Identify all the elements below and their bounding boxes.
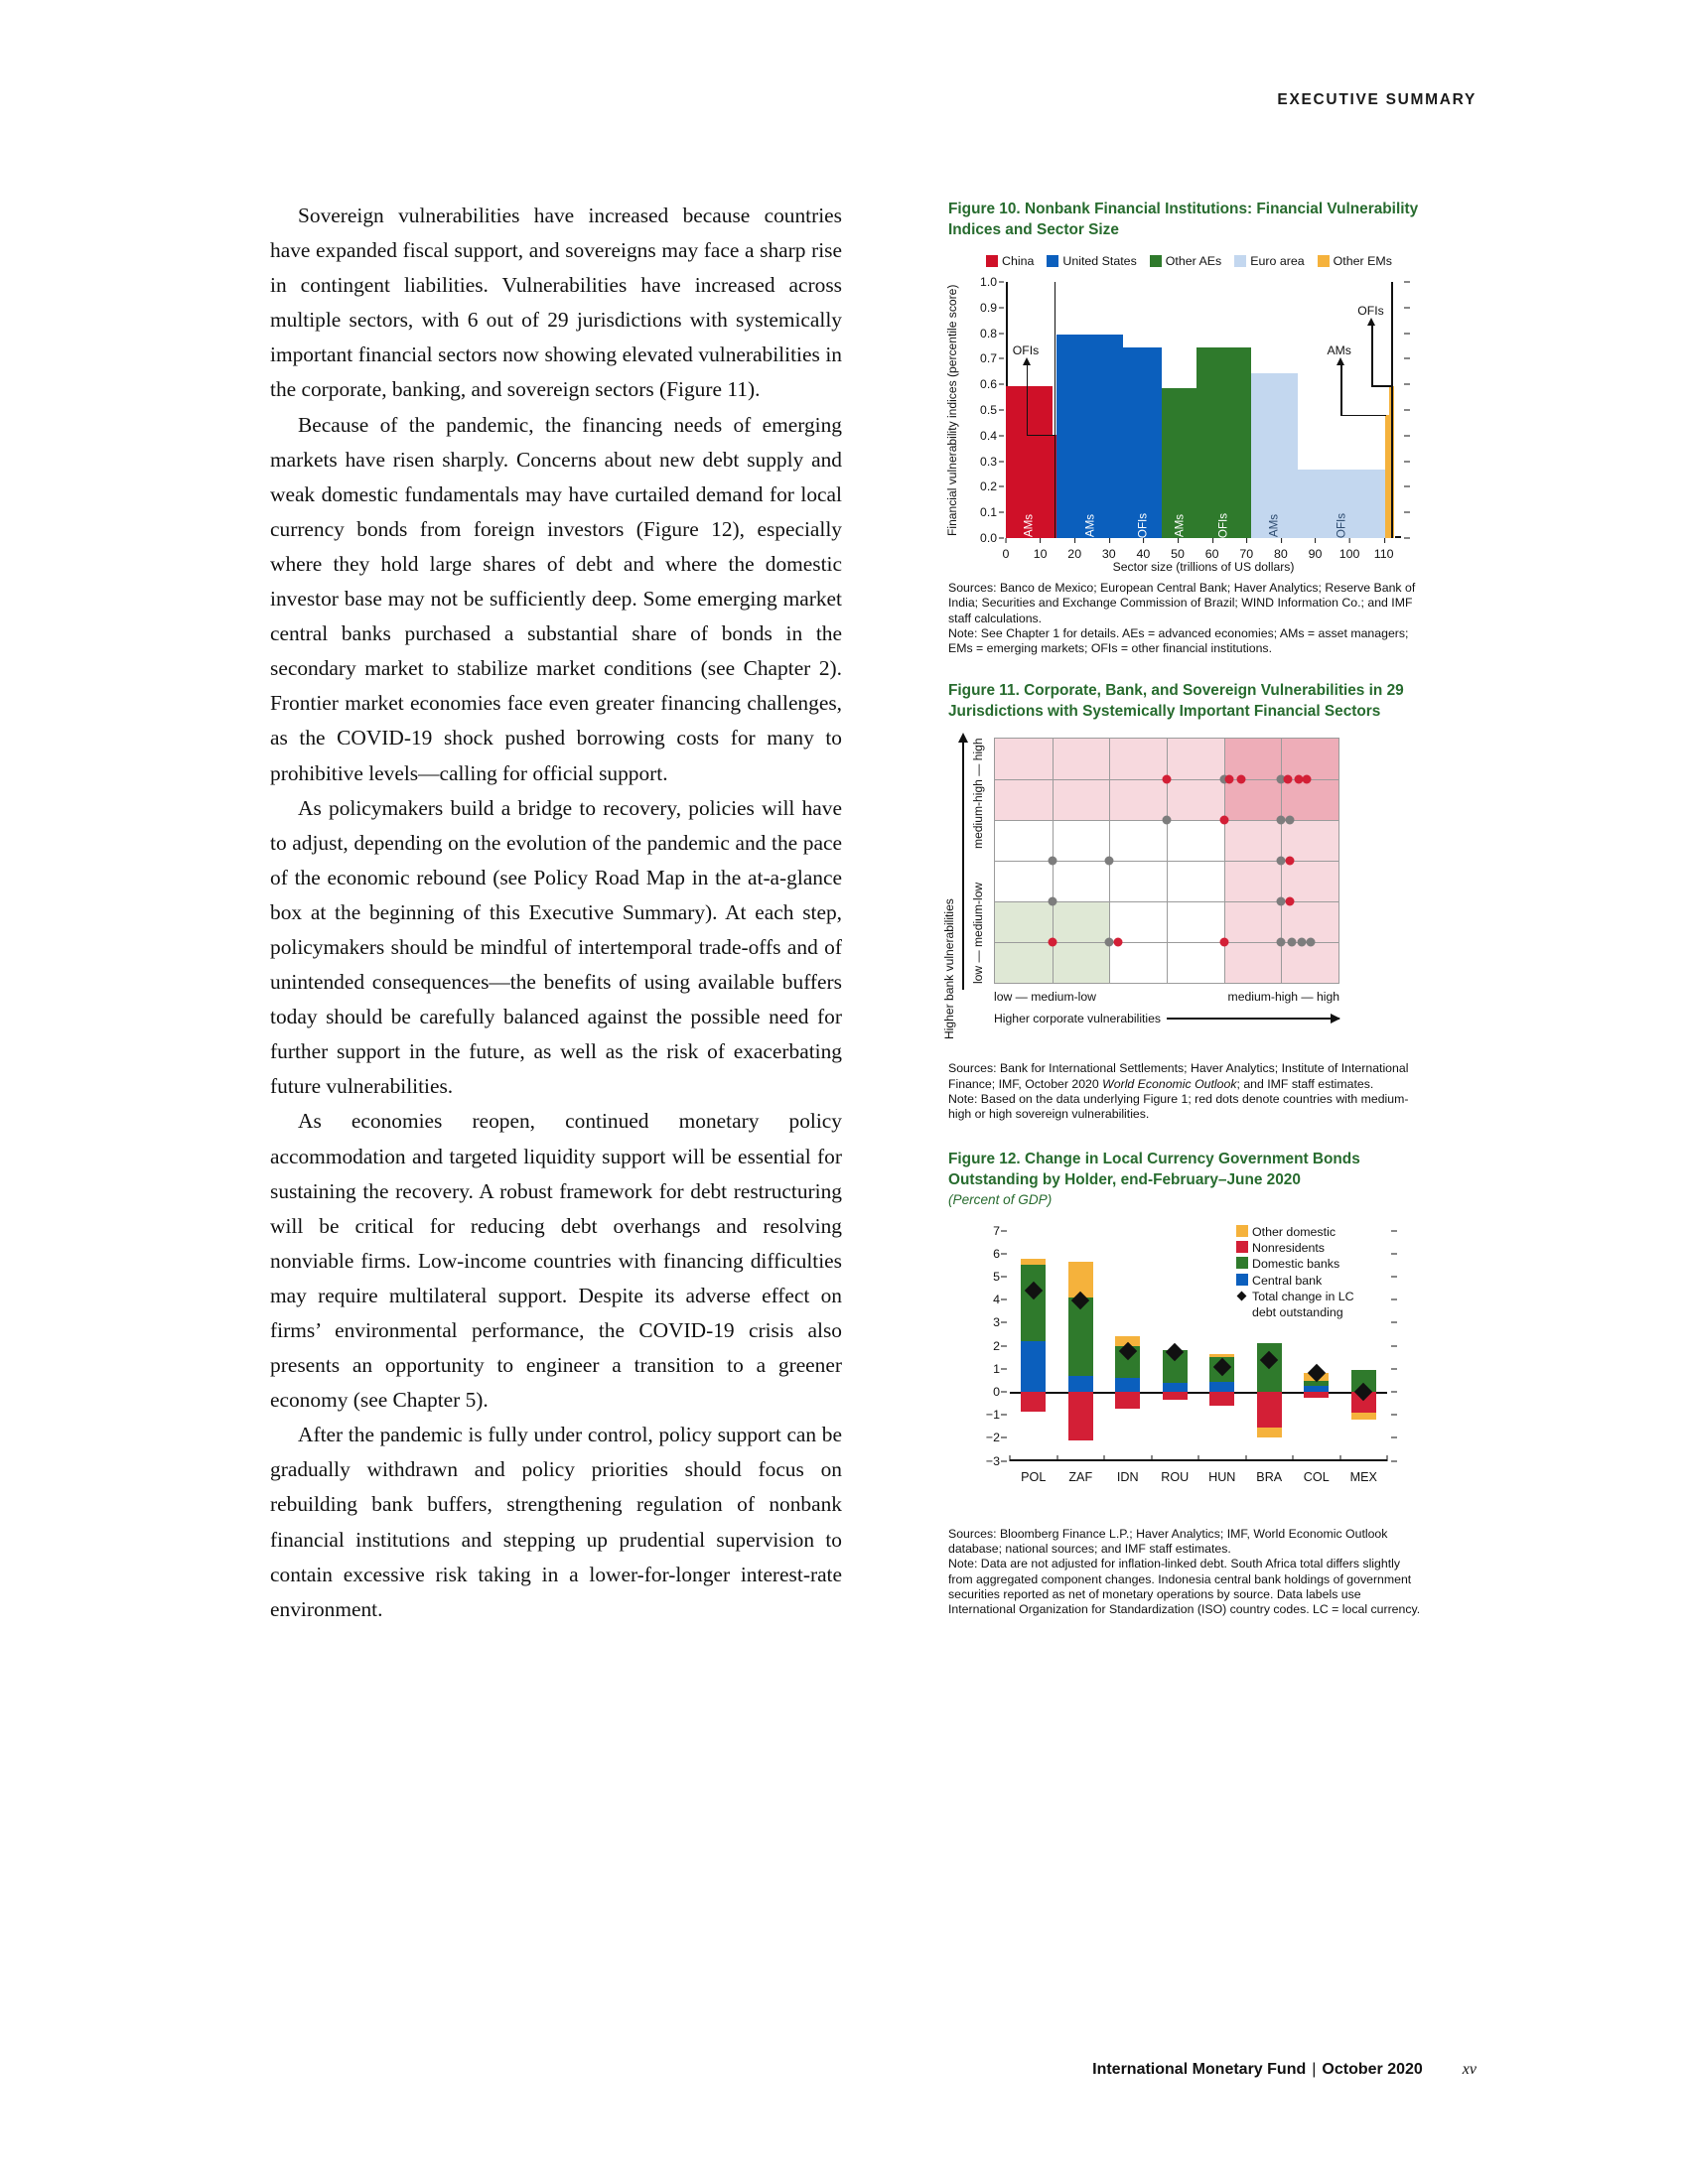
figure-10-bar xyxy=(1123,347,1163,538)
figure-12-y-tick: −2 xyxy=(986,1431,1010,1444)
arrow-right-icon xyxy=(1167,1018,1339,1020)
figure-10 xyxy=(945,199,1425,656)
figure-10-title: Figure 10. Nonbank Financial Institutions: Financial Vulnerability Indices and Sector Size xyxy=(948,201,1419,238)
figure-12-bar-segment xyxy=(1068,1392,1093,1440)
figure-11-dot-red xyxy=(1163,775,1172,784)
figure-11-dot-gray xyxy=(1277,897,1286,906)
figure-12-bar-segment xyxy=(1163,1383,1188,1392)
figure-12-legend-label: Total change in LC debt outstanding xyxy=(1252,1290,1354,1319)
figure-12-y-tick-right xyxy=(1391,1437,1397,1438)
figure-10-x-tick: 0 xyxy=(1003,538,1010,561)
figure-10-y-tick: 0.2 xyxy=(980,479,1006,493)
page-footer xyxy=(0,2061,1688,2079)
figure-10-legend-item xyxy=(1150,254,1221,268)
figure-11-x-axis-arrow-row xyxy=(994,1012,1339,1025)
figure-10-y-tick-right xyxy=(1404,461,1410,462)
figure-12-note: Note: Data are not adjusted for inflation-linked debt. South Africa total differs slightly from aggregated component changes. Indonesia central bank holdings of government securities reported as net of monetary operations by source. Data labels use International Organization for Standardization (ISO) country codes. LC = local currency. xyxy=(948,1557,1421,1617)
figure-10-legend-label: Other EMs xyxy=(1333,254,1392,268)
figure-11-dot-red xyxy=(1285,897,1294,906)
figure-12-y-tick-right xyxy=(1391,1253,1397,1254)
figure-10-annotation-line xyxy=(1371,385,1391,386)
figure-10-bar-label: OFIs xyxy=(1136,512,1150,539)
figure-10-bar-label: OFIs xyxy=(1216,512,1230,539)
figure-10-x-tick: 20 xyxy=(1067,538,1081,561)
figure-12-x-label: COL xyxy=(1303,1469,1330,1484)
figure-12-x-label: BRA xyxy=(1256,1469,1283,1484)
figure-10-y-tick: 0.9 xyxy=(980,301,1006,315)
figure-12-zero-line xyxy=(1010,1392,1387,1394)
figure-10-y-tick: 0.3 xyxy=(980,455,1006,469)
body-paragraph: As policymakers build a bridge to recovery, policies will have to adjust, depending on the evolution of the pandemic and the pace of the economic rebound (see Policy Road Map in the at-a-glance box at the beginning of this Executive Summary). At each step, policymakers should be mindful of intertemporal trade-offs and of unintended consequences—the benefits of using available buffers today should be carefully balanced against the possible need for further support in the future, as well as the risk of exacerbating future vulnerabilities. xyxy=(270,795,842,1099)
figure-10-legend-label: China xyxy=(1002,254,1035,268)
figure-10-x-axis-label: Sector size (trillions of US dollars) xyxy=(1112,560,1295,574)
figure-10-x-tick: 30 xyxy=(1102,538,1116,561)
figure-12-chart xyxy=(948,1219,1425,1507)
legend-swatch-icon xyxy=(1047,255,1058,267)
figure-12-legend-label: Nonresidents xyxy=(1252,1241,1326,1256)
figure-10-y-tick-right xyxy=(1404,282,1410,283)
figure-12-y-tick-right xyxy=(1391,1345,1397,1346)
figure-10-y-tick: 0.6 xyxy=(980,377,1006,391)
figure-12-y-tick: −1 xyxy=(986,1408,1010,1422)
figure-12-x-tick xyxy=(1245,1455,1246,1461)
figure-10-chart xyxy=(945,274,1425,574)
footer-date: October 2020 xyxy=(1322,2061,1423,2078)
figure-10-legend-item xyxy=(1318,254,1392,268)
figure-10-bar-label: AMs xyxy=(1173,513,1187,538)
figure-10-annotation-line xyxy=(1027,435,1055,436)
figure-10-x-tick: 40 xyxy=(1137,538,1151,561)
figure-10-annotation-line xyxy=(1371,324,1372,385)
figure-12-title: Figure 12. Change in Local Currency Government Bonds Outstanding by Holder, end-February–June 2020 xyxy=(948,1150,1360,1188)
figure-12-x-tick xyxy=(1010,1455,1011,1461)
figure-12-x-tick xyxy=(1056,1455,1057,1461)
figure-10-y-tick: 0.1 xyxy=(980,505,1006,519)
figure-11-y-axis-arrow xyxy=(962,742,964,990)
figure-10-note: Note: See Chapter 1 for details. AEs = advanced economies; AMs = asset managers; EMs = emerging markets; OFIs = other financial institutions. xyxy=(948,625,1409,656)
figure-10-legend-item xyxy=(1234,254,1304,268)
figure-12 xyxy=(948,1149,1425,1618)
figure-12-x-tick xyxy=(1198,1455,1199,1461)
figure-10-annotation-arrow-icon xyxy=(1023,357,1031,365)
figure-12-bar-segment xyxy=(1304,1392,1329,1398)
figure-10-annotation-line xyxy=(1027,363,1028,435)
body-text-column xyxy=(270,199,842,1627)
figure-10-x-tick: 100 xyxy=(1339,538,1360,561)
figure-10-bar xyxy=(1162,388,1197,538)
figure-10-bar xyxy=(1056,335,1124,538)
figure-column xyxy=(942,199,1425,1617)
figure-11-x-axis-label: Higher corporate vulnerabilities xyxy=(994,1012,1162,1026)
figure-11 xyxy=(942,680,1425,1122)
body-paragraph: As economies reopen, continued monetary policy accommodation and targeted liquidity support will be essential for sustaining the recovery. A robust framework for debt restructuring will be critical for reducing debt overhangs and resolving nonviable firms. Low-income countries with financing difficulties may require multilateral support. Despite its adverse effect on firms’ environmental performance, the COVID-19 crisis also presents an opportunity to engineer a transition to a greener economy (see Chapter 5). xyxy=(270,1109,842,1413)
figure-12-x-label: HUN xyxy=(1208,1469,1236,1484)
figure-12-bar-segment xyxy=(1351,1413,1376,1420)
running-head: EXECUTIVE SUMMARY xyxy=(1277,91,1477,108)
figure-12-bar-segment xyxy=(1115,1392,1140,1409)
figure-12-y-tick-right xyxy=(1391,1299,1397,1300)
figure-10-legend-item xyxy=(1047,254,1136,268)
figure-10-annotation-label: OFIs xyxy=(1357,304,1384,318)
figure-12-bar-segment xyxy=(1209,1354,1234,1357)
figure-11-note: Note: Based on the data underlying Figure 1; red dots denote countries with medium-high or high sovereign vulnerabilities. xyxy=(948,1092,1409,1122)
figure-10-legend-label: Other AEs xyxy=(1165,254,1222,268)
figure-12-bar-segment xyxy=(1257,1392,1282,1428)
figure-10-bar-label: AMs xyxy=(1083,513,1097,538)
figure-10-bar xyxy=(1298,470,1386,538)
figure-10-annotation-arrow-icon xyxy=(1367,318,1375,326)
figure-12-bar-segment xyxy=(1209,1392,1234,1406)
figure-10-bar-label: OFIs xyxy=(1335,512,1348,539)
figure-12-plot-area xyxy=(985,1223,1387,1484)
figure-12-y-tick: −3 xyxy=(986,1454,1010,1468)
figure-12-x-label: ROU xyxy=(1161,1469,1190,1484)
figure-11-x-axis-scale xyxy=(994,990,1339,1004)
figure-12-y-tick: 4 xyxy=(993,1293,1010,1306)
figure-12-x-tick xyxy=(1293,1455,1294,1461)
figure-11-dot-red xyxy=(1284,775,1293,784)
figure-10-y-tick: 0.8 xyxy=(980,327,1006,341)
figure-10-y-tick-right xyxy=(1404,410,1410,411)
figure-10-x-tick: 10 xyxy=(1034,538,1048,561)
figure-12-legend-label: Domestic banks xyxy=(1252,1257,1340,1272)
figure-12-x-tick xyxy=(1387,1455,1388,1461)
figure-11-dot-gray xyxy=(1163,816,1172,825)
figure-12-y-tick: 5 xyxy=(993,1270,1010,1284)
footer-institution: International Monetary Fund xyxy=(1092,2061,1307,2078)
footer-page-number: xv xyxy=(1462,2061,1477,2078)
figure-10-legend-item xyxy=(986,254,1034,268)
figure-12-x-tick xyxy=(1339,1455,1340,1461)
figure-10-x-tick: 70 xyxy=(1239,538,1253,561)
figure-12-x-label: MEX xyxy=(1349,1469,1377,1484)
figure-10-y-tick-right xyxy=(1404,435,1410,436)
figure-10-y-tick: 0.7 xyxy=(980,351,1006,365)
legend-swatch-icon xyxy=(1318,255,1330,267)
figure-11-dot-gray xyxy=(1287,938,1296,947)
figure-10-bar xyxy=(1006,386,1054,539)
figure-10-annotation-arrow-icon xyxy=(1336,357,1344,365)
figure-10-plot-area xyxy=(980,275,1401,561)
figure-12-bar-segment xyxy=(1257,1428,1282,1437)
figure-10-bar-label: AMs xyxy=(1267,513,1281,538)
figure-10-x-tick: 80 xyxy=(1274,538,1288,561)
legend-swatch-icon xyxy=(986,255,998,267)
figure-12-y-tick-right xyxy=(1391,1392,1397,1393)
figure-10-y-tick: 0.0 xyxy=(980,531,1006,545)
figure-12-bar-segment xyxy=(1021,1265,1046,1340)
figure-11-dot-gray xyxy=(1048,857,1056,866)
figure-12-x-label: ZAF xyxy=(1068,1469,1093,1484)
figure-11-dot-gray xyxy=(1277,938,1286,947)
figure-11-dot-red xyxy=(1048,938,1056,947)
figure-12-x-tick xyxy=(1104,1455,1105,1461)
figure-11-dot-gray xyxy=(1105,938,1114,947)
figure-10-annotation-line xyxy=(1340,415,1386,416)
figure-10-y-tick-right xyxy=(1404,512,1410,513)
figure-10-legend-label: United States xyxy=(1062,254,1137,268)
figure-12-legend-label: Central bank xyxy=(1252,1273,1323,1288)
figure-12-x-label: POL xyxy=(1021,1469,1047,1484)
figure-10-bar xyxy=(1196,347,1252,538)
figure-10-legend xyxy=(986,254,1425,268)
figure-10-y-axis-label: Financial vulnerability indices (percentile score) xyxy=(945,284,959,537)
figure-10-legend-label: Euro area xyxy=(1250,254,1305,268)
figure-12-bar-segment xyxy=(1115,1378,1140,1392)
figure-11-dot-gray xyxy=(1285,816,1294,825)
figure-11-dot-red xyxy=(1113,938,1122,947)
figure-12-y-tick: 2 xyxy=(993,1339,1010,1353)
figure-12-y-tick-right xyxy=(1391,1322,1397,1323)
figure-11-dot-gray xyxy=(1277,816,1286,825)
figure-11-plot-area xyxy=(994,738,1339,984)
figure-11-dot-red xyxy=(1236,775,1245,784)
figure-10-x-tick: 110 xyxy=(1374,538,1394,561)
figure-12-bar-segment xyxy=(1021,1259,1046,1266)
figure-10-y-tick: 0.5 xyxy=(980,403,1006,417)
figure-11-x-high-label: medium-high — high xyxy=(1227,990,1339,1005)
figure-11-dot-red xyxy=(1219,938,1228,947)
legend-swatch-icon xyxy=(1150,255,1162,267)
body-paragraph: After the pandemic is fully under control, policy support can be gradually withdrawn and policy priorities should focus on rebuilding bank buffers, strengthening regulation of nonbank financial institutions and stepping up prudential supervision to contain excessive risk taking in a lower-for-longer interest-rate environment. xyxy=(270,1423,842,1621)
figure-11-dot-gray xyxy=(1298,938,1307,947)
figure-10-annotation-line xyxy=(1391,282,1392,538)
figure-11-x-low-label: low — medium-low xyxy=(994,990,1096,1005)
figure-12-y-tick-right xyxy=(1391,1415,1397,1416)
figure-12-bar-segment xyxy=(1209,1382,1234,1392)
figure-12-y-tick-right xyxy=(1391,1368,1397,1369)
figure-12-y-tick: 0 xyxy=(993,1385,1010,1399)
figure-12-y-tick-right xyxy=(1391,1230,1397,1231)
figure-12-y-tick: 6 xyxy=(993,1247,1010,1261)
figure-10-x-tick: 60 xyxy=(1205,538,1219,561)
body-paragraph: Sovereign vulnerabilities have increased because countries have expanded fiscal support, and sovereigns may face a sharp rise in contingent liabilities. Vulnerabilities have increased across multiple sectors, with 6 out of 29 jurisdictions with systemically important financial sectors now showing elevated vulnerabilities in the corporate, banking, and sovereign sectors (Figure 11). xyxy=(270,204,842,402)
figure-11-dot-red xyxy=(1294,775,1303,784)
figure-10-bar-label: AMs xyxy=(1022,513,1036,538)
figure-12-bar-segment xyxy=(1021,1341,1046,1393)
figure-12-y-tick: 3 xyxy=(993,1315,1010,1329)
figure-10-y-tick: 0.4 xyxy=(980,429,1006,443)
figure-10-y-tick-right xyxy=(1404,358,1410,359)
figure-10-annotation-line xyxy=(1340,363,1341,415)
figure-12-y-tick: 1 xyxy=(993,1362,1010,1376)
figure-10-y-tick-right xyxy=(1404,333,1410,334)
body-paragraph: Because of the pandemic, the financing needs of emerging markets have risen sharply. Concerns about new debt supply and weak domestic fundamentals may have curtailed demand for local currency bonds from foreign investors (Figure 12), especially where they hold large shares of debt and where the domestic investor base may not be sufficiently deep. Some emerging market central banks purchased a substantial share of bonds in the secondary market to stabilize market conditions (see Chapter 2). Frontier market economies face even greater financing challenges, as the COVID-19 shock pushed borrowing costs for many to prohibitive levels—calling for official support. xyxy=(270,412,842,785)
figure-10-y-tick-right xyxy=(1404,384,1410,385)
figure-10-x-tick: 90 xyxy=(1309,538,1323,561)
figure-10-annotation-label: OFIs xyxy=(1012,343,1040,357)
figure-10-y-tick-right xyxy=(1404,307,1410,308)
figure-11-y-axis-scale xyxy=(970,738,986,984)
figure-10-sources: Sources: Banco de Mexico; European Central Bank; Haver Analytics; Reserve Bank of India; Securities and Exchange Commission of Brazil; WIND Information Co.; and IMF staff calculations. xyxy=(948,581,1416,625)
figure-11-dot-gray xyxy=(1048,897,1056,906)
figure-11-dot-red xyxy=(1219,816,1228,825)
figure-11-sources: Sources: Bank for International Settlements; Haver Analytics; Institute of International Finance; IMF, October 2020 World Economic Outlook; and IMF staff estimates. xyxy=(948,1061,1409,1091)
figure-11-dot-gray xyxy=(1307,938,1316,947)
figure-11-y-low-label: low — medium-low xyxy=(971,883,985,985)
figure-12-subtitle: (Percent of GDP) xyxy=(948,1191,1053,1207)
figure-10-x-tick: 50 xyxy=(1171,538,1185,561)
figure-12-x-tick xyxy=(1151,1455,1152,1461)
legend-swatch-icon xyxy=(1234,255,1246,267)
figure-11-dot-gray xyxy=(1105,857,1114,866)
figure-12-y-tick-right xyxy=(1391,1460,1397,1461)
figure-10-y-tick: 1.0 xyxy=(980,275,1006,289)
figure-12-bar-segment xyxy=(1068,1376,1093,1392)
figure-10-bar xyxy=(1251,373,1299,538)
figure-11-dot-gray xyxy=(1277,857,1286,866)
figure-12-y-tick: 7 xyxy=(993,1224,1010,1238)
figure-11-y-axis-label: Higher bank vulnerabilities xyxy=(942,898,956,1040)
figure-12-y-tick-right xyxy=(1391,1277,1397,1278)
figure-12-sources: Sources: Bloomberg Finance L.P.; Haver Analytics; IMF, World Economic Outlook database; national sources; and IMF staff estimates. xyxy=(948,1526,1388,1556)
figure-11-dot-red xyxy=(1225,775,1234,784)
figure-10-y-tick-right xyxy=(1404,538,1410,539)
figure-11-chart xyxy=(942,732,1425,1059)
figure-12-bar-segment xyxy=(1021,1392,1046,1412)
figure-11-title: Figure 11. Corporate, Bank, and Sovereign Vulnerabilities in 29 Jurisdictions with Systemically Important Financial Sectors xyxy=(948,682,1404,721)
figure-10-y-tick-right xyxy=(1404,486,1410,487)
footer-separator: | xyxy=(1312,2061,1317,2078)
figure-12-x-label: IDN xyxy=(1116,1469,1139,1484)
figure-11-dot-red xyxy=(1303,775,1312,784)
figure-11-y-high-label: medium-high — high xyxy=(971,738,985,850)
figure-10-annotation-label: AMs xyxy=(1327,343,1351,357)
figure-12-legend-label: Other domestic xyxy=(1252,1224,1336,1239)
figure-11-dot-red xyxy=(1285,857,1294,866)
figure-12-bar-segment xyxy=(1163,1392,1188,1400)
